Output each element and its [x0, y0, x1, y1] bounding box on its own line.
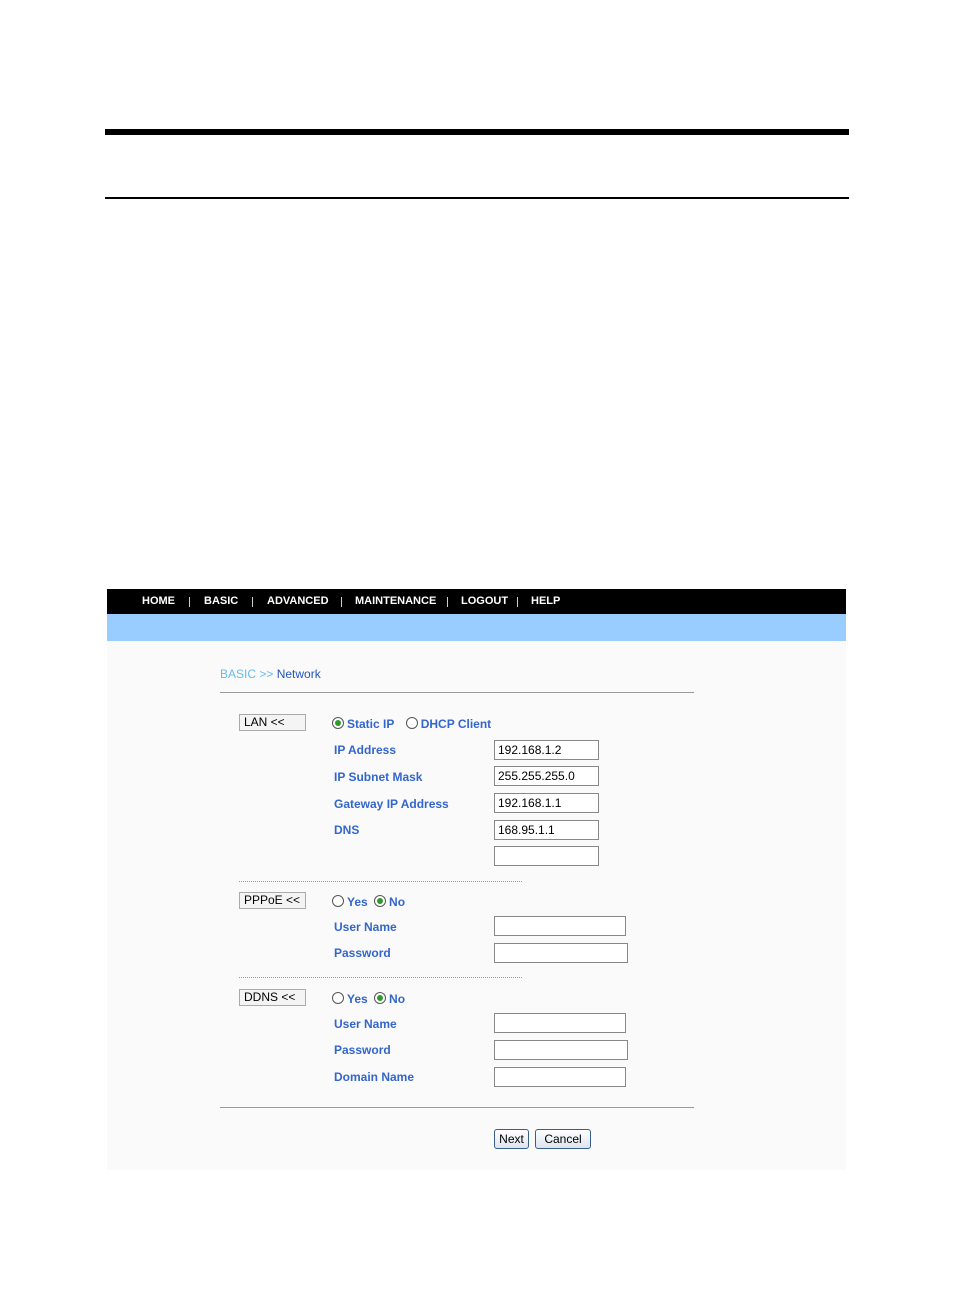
ddns-domain-label: Domain Name — [334, 1070, 415, 1084]
pppoe-section-toggle[interactable]: PPPoE << — [239, 892, 306, 909]
divider-dotted — [239, 977, 522, 978]
nav-separator — [517, 597, 518, 607]
divider-dotted — [239, 881, 522, 882]
dns-label: DNS — [334, 823, 360, 837]
nav-separator — [447, 597, 448, 607]
next-button[interactable]: Next — [494, 1129, 529, 1149]
nav-basic[interactable]: BASIC — [204, 595, 239, 607]
nav-help[interactable]: HELP — [531, 595, 561, 607]
nav-maintenance[interactable]: MAINTENANCE — [355, 595, 437, 607]
divider-bottom — [220, 1107, 694, 1108]
cancel-button[interactable]: Cancel — [535, 1129, 591, 1149]
divider-top — [220, 692, 694, 693]
static-ip-label: Static IP — [347, 717, 395, 731]
router-config-window — [107, 589, 846, 1170]
ip-address-label: IP Address — [334, 743, 397, 757]
ddns-username-label: User Name — [334, 1017, 397, 1031]
ddns-yes-radio[interactable] — [332, 992, 344, 1004]
pppoe-password-label: Password — [334, 946, 391, 960]
gateway-ip-input[interactable] — [494, 793, 599, 813]
nav-home[interactable]: HOME — [142, 595, 175, 607]
lan-section-toggle[interactable]: LAN << — [239, 714, 306, 731]
pppoe-username-input[interactable] — [494, 916, 626, 936]
ddns-no-label: No — [389, 992, 406, 1006]
dns-primary-input[interactable] — [494, 820, 599, 840]
nav-logout[interactable]: LOGOUT — [461, 595, 509, 607]
breadcrumb-section[interactable]: BASIC — [220, 667, 257, 681]
pppoe-yes-radio[interactable] — [332, 895, 344, 907]
ddns-password-input[interactable] — [494, 1040, 628, 1060]
dhcp-client-radio[interactable] — [406, 717, 418, 729]
lan-mode-radio-group — [332, 717, 499, 733]
ddns-password-label: Password — [334, 1043, 391, 1057]
nav-advanced[interactable]: ADVANCED — [267, 595, 329, 607]
static-ip-radio[interactable] — [332, 717, 344, 729]
ddns-no-radio[interactable] — [374, 992, 386, 1004]
nav-separator — [189, 597, 190, 607]
pppoe-radio-group — [332, 895, 413, 911]
pppoe-username-label: User Name — [334, 920, 397, 934]
header-rule-thick — [105, 129, 849, 135]
subnet-mask-label: IP Subnet Mask — [334, 770, 423, 784]
ddns-yes-label: Yes — [347, 992, 368, 1006]
pppoe-password-input[interactable] — [494, 943, 628, 963]
ddns-domain-input[interactable] — [494, 1067, 626, 1087]
breadcrumb-separator: >> — [259, 667, 274, 681]
pppoe-no-label: No — [389, 895, 406, 909]
breadcrumb-page: Network — [276, 667, 321, 681]
subnet-mask-input[interactable] — [494, 766, 599, 786]
dhcp-client-label: DHCP Client — [420, 717, 492, 731]
nav-separator — [252, 597, 253, 607]
header-band — [107, 614, 846, 641]
nav-separator — [341, 597, 342, 607]
ip-address-input[interactable] — [494, 740, 599, 760]
pppoe-no-radio[interactable] — [374, 895, 386, 907]
pppoe-yes-label: Yes — [347, 895, 368, 909]
ddns-radio-group — [332, 992, 413, 1008]
header-rule-thin — [105, 197, 849, 199]
gateway-ip-label: Gateway IP Address — [334, 797, 449, 811]
top-nav-bar — [107, 589, 846, 614]
ddns-section-toggle[interactable]: DDNS << — [239, 989, 306, 1006]
breadcrumb — [220, 667, 321, 681]
dns-secondary-input[interactable] — [494, 846, 599, 866]
ddns-username-input[interactable] — [494, 1013, 626, 1033]
